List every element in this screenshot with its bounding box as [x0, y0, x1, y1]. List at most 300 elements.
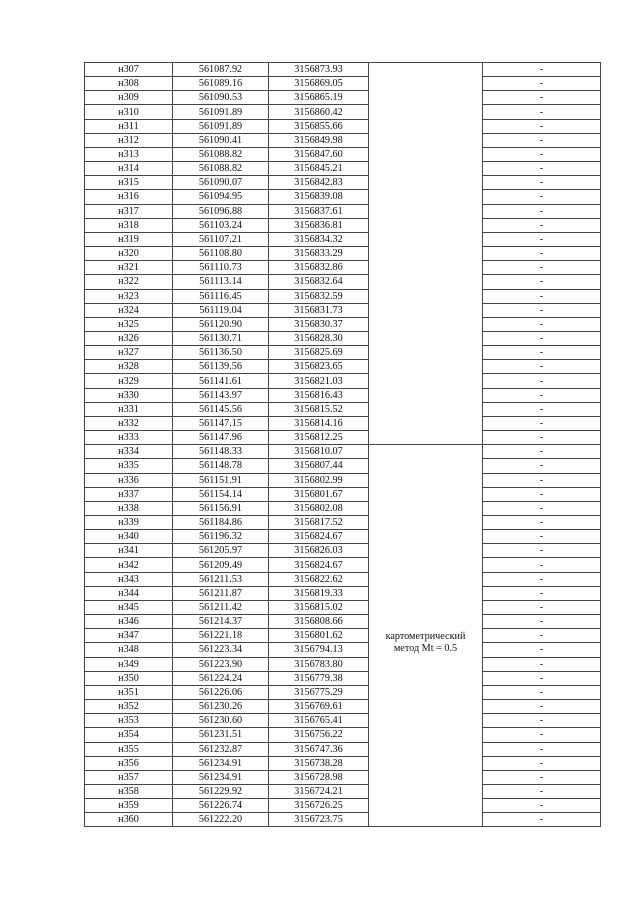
table-row: [85, 813, 601, 827]
coord-x: 561103.24: [173, 218, 269, 232]
method-cell: [369, 63, 483, 77]
method-cell: [369, 742, 483, 756]
table-row: [85, 671, 601, 685]
coord-x: 561148.33: [173, 445, 269, 459]
accuracy-dash: -: [483, 700, 601, 714]
point-id: н350: [85, 671, 173, 685]
coord-x: 561221.18: [173, 629, 269, 643]
coord-x: 561147.15: [173, 416, 269, 430]
coord-x: 561107.21: [173, 232, 269, 246]
coord-y: 3156808.66: [269, 615, 369, 629]
coord-x: 561110.73: [173, 261, 269, 275]
accuracy-dash: -: [483, 558, 601, 572]
point-id: н328: [85, 360, 173, 374]
accuracy-dash: -: [483, 516, 601, 530]
point-id: н346: [85, 615, 173, 629]
point-id: н325: [85, 317, 173, 331]
coord-y: 3156802.99: [269, 473, 369, 487]
method-cell: [369, 232, 483, 246]
accuracy-dash: -: [483, 756, 601, 770]
coord-x: 561108.80: [173, 247, 269, 261]
coord-x: 561211.87: [173, 586, 269, 600]
method-cell: [369, 402, 483, 416]
accuracy-dash: -: [483, 714, 601, 728]
coord-x: 561119.04: [173, 303, 269, 317]
coord-x: 561089.16: [173, 77, 269, 91]
accuracy-dash: -: [483, 91, 601, 105]
method-cell: [369, 77, 483, 91]
method-cell: [369, 317, 483, 331]
coord-x: 561148.78: [173, 459, 269, 473]
coord-x: 561087.92: [173, 63, 269, 77]
point-id: н310: [85, 105, 173, 119]
coord-y: 3156779.38: [269, 671, 369, 685]
point-id: н353: [85, 714, 173, 728]
point-id: н318: [85, 218, 173, 232]
coord-y: 3156837.61: [269, 204, 369, 218]
coord-y: 3156830.37: [269, 317, 369, 331]
table-row: [85, 119, 601, 133]
coord-y: 3156822.62: [269, 572, 369, 586]
coord-x: 561139.56: [173, 360, 269, 374]
coord-x: 561156.91: [173, 501, 269, 515]
coord-y: 3156801.67: [269, 487, 369, 501]
coord-x: 561154.14: [173, 487, 269, 501]
method-cell: [369, 657, 483, 671]
point-id: н349: [85, 657, 173, 671]
coord-y: 3156726.25: [269, 799, 369, 813]
accuracy-dash: -: [483, 459, 601, 473]
accuracy-dash: -: [483, 289, 601, 303]
accuracy-dash: -: [483, 431, 601, 445]
method-cell: [369, 558, 483, 572]
accuracy-dash: -: [483, 530, 601, 544]
point-id: н329: [85, 374, 173, 388]
accuracy-dash: -: [483, 473, 601, 487]
method-cell: [369, 147, 483, 161]
coord-y: 3156807.44: [269, 459, 369, 473]
coord-x: 561226.74: [173, 799, 269, 813]
point-id: н316: [85, 190, 173, 204]
table-row: [85, 346, 601, 360]
coord-x: 561130.71: [173, 331, 269, 345]
accuracy-dash: -: [483, 133, 601, 147]
point-id: н335: [85, 459, 173, 473]
coord-x: 561091.89: [173, 119, 269, 133]
point-id: н340: [85, 530, 173, 544]
coord-x: 561224.24: [173, 671, 269, 685]
table-row: [85, 204, 601, 218]
point-id: н352: [85, 700, 173, 714]
accuracy-dash: -: [483, 799, 601, 813]
method-cell: [369, 671, 483, 685]
point-id: н330: [85, 388, 173, 402]
point-id: н323: [85, 289, 173, 303]
coord-x: 561230.26: [173, 700, 269, 714]
method-cell: [369, 813, 483, 827]
accuracy-dash: -: [483, 162, 601, 176]
accuracy-dash: -: [483, 303, 601, 317]
coord-x: 561151.91: [173, 473, 269, 487]
table-row: [85, 558, 601, 572]
accuracy-dash: -: [483, 770, 601, 784]
accuracy-dash: -: [483, 317, 601, 331]
method-cell: [369, 629, 483, 657]
coord-x: 561229.92: [173, 784, 269, 798]
coord-x: 561141.61: [173, 374, 269, 388]
point-id: н309: [85, 91, 173, 105]
table-row: [85, 799, 601, 813]
method-cell: [369, 459, 483, 473]
point-id: н333: [85, 431, 173, 445]
table-row: [85, 331, 601, 345]
point-id: н308: [85, 77, 173, 91]
coord-x: 561090.41: [173, 133, 269, 147]
table-row: [85, 700, 601, 714]
point-id: н336: [85, 473, 173, 487]
accuracy-dash: -: [483, 728, 601, 742]
point-id: н357: [85, 770, 173, 784]
coord-y: 3156817.52: [269, 516, 369, 530]
accuracy-dash: -: [483, 487, 601, 501]
coord-x: 561090.07: [173, 176, 269, 190]
method-cell: [369, 516, 483, 530]
method-cell: [369, 91, 483, 105]
accuracy-dash: -: [483, 261, 601, 275]
coord-y: 3156855.66: [269, 119, 369, 133]
table-row: [85, 247, 601, 261]
table-row: [85, 629, 601, 643]
coord-y: 3156824.67: [269, 530, 369, 544]
coord-y: 3156839.08: [269, 190, 369, 204]
coord-y: 3156801.62: [269, 629, 369, 643]
table-row: [85, 289, 601, 303]
accuracy-dash: -: [483, 416, 601, 430]
coord-y: 3156832.59: [269, 289, 369, 303]
table-row: [85, 756, 601, 770]
method-cell: [369, 247, 483, 261]
point-id: н342: [85, 558, 173, 572]
accuracy-dash: -: [483, 346, 601, 360]
coord-x: 561088.82: [173, 147, 269, 161]
point-id: н327: [85, 346, 173, 360]
accuracy-dash: -: [483, 232, 601, 246]
table-row: [85, 360, 601, 374]
table-row: [85, 232, 601, 246]
point-id: н354: [85, 728, 173, 742]
method-note: картометрический метод Mt = 0.5: [385, 630, 466, 654]
point-id: н317: [85, 204, 173, 218]
coord-y: 3156845.21: [269, 162, 369, 176]
table-row: [85, 147, 601, 161]
method-cell: [369, 133, 483, 147]
coord-x: 561230.60: [173, 714, 269, 728]
coord-y: 3156832.86: [269, 261, 369, 275]
accuracy-dash: -: [483, 600, 601, 614]
method-cell: [369, 360, 483, 374]
coord-x: 561184.86: [173, 516, 269, 530]
table-row: [85, 261, 601, 275]
coord-x: 561090.53: [173, 91, 269, 105]
accuracy-dash: -: [483, 218, 601, 232]
coord-y: 3156814.16: [269, 416, 369, 430]
method-cell: [369, 374, 483, 388]
method-cell: [369, 176, 483, 190]
point-id: н358: [85, 784, 173, 798]
method-cell: [369, 615, 483, 629]
coord-x: 561223.34: [173, 643, 269, 657]
table-row: [85, 685, 601, 699]
method-cell: [369, 799, 483, 813]
table-row: [85, 91, 601, 105]
accuracy-dash: -: [483, 176, 601, 190]
table-row: [85, 643, 601, 657]
table-row: [85, 586, 601, 600]
method-cell: [369, 416, 483, 430]
method-cell: [369, 770, 483, 784]
method-cell: [369, 261, 483, 275]
table-row: [85, 487, 601, 501]
point-id: н341: [85, 544, 173, 558]
method-cell: [369, 218, 483, 232]
table-row: [85, 572, 601, 586]
point-id: н359: [85, 799, 173, 813]
coordinates-table-body: [85, 63, 601, 827]
table-row: [85, 218, 601, 232]
method-cell: [369, 685, 483, 699]
coord-y: 3156815.52: [269, 402, 369, 416]
table-row: [85, 473, 601, 487]
method-cell: [369, 530, 483, 544]
coord-y: 3156869.05: [269, 77, 369, 91]
coord-y: 3156836.81: [269, 218, 369, 232]
accuracy-dash: -: [483, 671, 601, 685]
coord-y: 3156812.25: [269, 431, 369, 445]
coord-y: 3156826.03: [269, 544, 369, 558]
table-row: [85, 742, 601, 756]
accuracy-dash: -: [483, 119, 601, 133]
accuracy-dash: -: [483, 742, 601, 756]
accuracy-dash: -: [483, 685, 601, 699]
coord-x: 561196.32: [173, 530, 269, 544]
coord-x: 561096.88: [173, 204, 269, 218]
coord-y: 3156832.64: [269, 275, 369, 289]
point-id: н344: [85, 586, 173, 600]
accuracy-dash: -: [483, 247, 601, 261]
coord-y: 3156821.03: [269, 374, 369, 388]
accuracy-dash: -: [483, 629, 601, 643]
coord-x: 561088.82: [173, 162, 269, 176]
method-cell: [369, 431, 483, 445]
coord-x: 561232.87: [173, 742, 269, 756]
coord-x: 561143.97: [173, 388, 269, 402]
coord-y: 3156825.69: [269, 346, 369, 360]
coord-x: 561145.56: [173, 402, 269, 416]
table-row: [85, 784, 601, 798]
point-id: н324: [85, 303, 173, 317]
table-row: [85, 600, 601, 614]
coord-y: 3156819.33: [269, 586, 369, 600]
point-id: н320: [85, 247, 173, 261]
point-id: н355: [85, 742, 173, 756]
coord-y: 3156873.93: [269, 63, 369, 77]
point-id: н348: [85, 643, 173, 657]
coord-x: 561120.90: [173, 317, 269, 331]
coord-x: 561234.91: [173, 756, 269, 770]
coord-y: 3156724.21: [269, 784, 369, 798]
coord-y: 3156728.98: [269, 770, 369, 784]
coord-y: 3156747.36: [269, 742, 369, 756]
point-id: н360: [85, 813, 173, 827]
point-id: н332: [85, 416, 173, 430]
point-id: н326: [85, 331, 173, 345]
accuracy-dash: -: [483, 586, 601, 600]
accuracy-dash: -: [483, 388, 601, 402]
method-cell: [369, 473, 483, 487]
coord-y: 3156833.29: [269, 247, 369, 261]
coord-y: 3156842.83: [269, 176, 369, 190]
point-id: н312: [85, 133, 173, 147]
method-cell: [369, 700, 483, 714]
coord-x: 561205.97: [173, 544, 269, 558]
accuracy-dash: -: [483, 544, 601, 558]
table-row: [85, 728, 601, 742]
point-id: н314: [85, 162, 173, 176]
coord-x: 561211.53: [173, 572, 269, 586]
coord-y: 3156794.13: [269, 643, 369, 657]
coord-x: 561094.95: [173, 190, 269, 204]
accuracy-dash: -: [483, 147, 601, 161]
table-row: [85, 63, 601, 77]
coord-y: 3156723.75: [269, 813, 369, 827]
table-row: [85, 770, 601, 784]
coordinates-table: [84, 62, 601, 827]
coord-y: 3156834.32: [269, 232, 369, 246]
method-cell: [369, 445, 483, 459]
method-cell: [369, 331, 483, 345]
point-id: н313: [85, 147, 173, 161]
coord-x: 561091.89: [173, 105, 269, 119]
method-cell: [369, 714, 483, 728]
point-id: н351: [85, 685, 173, 699]
table-row: [85, 105, 601, 119]
coord-x: 561222.20: [173, 813, 269, 827]
point-id: н356: [85, 756, 173, 770]
table-row: [85, 530, 601, 544]
accuracy-dash: -: [483, 813, 601, 827]
coord-x: 561116.45: [173, 289, 269, 303]
coord-x: 561211.42: [173, 600, 269, 614]
coord-x: 561209.49: [173, 558, 269, 572]
method-cell: [369, 501, 483, 515]
point-id: н334: [85, 445, 173, 459]
method-cell: [369, 119, 483, 133]
accuracy-dash: -: [483, 657, 601, 671]
table-row: [85, 416, 601, 430]
method-cell: [369, 303, 483, 317]
table-row: [85, 190, 601, 204]
table-row: [85, 388, 601, 402]
table-row: [85, 402, 601, 416]
point-id: н307: [85, 63, 173, 77]
accuracy-dash: -: [483, 784, 601, 798]
accuracy-dash: -: [483, 572, 601, 586]
table-row: [85, 303, 601, 317]
coord-y: 3156769.61: [269, 700, 369, 714]
accuracy-dash: -: [483, 275, 601, 289]
point-id: н337: [85, 487, 173, 501]
point-id: н338: [85, 501, 173, 515]
method-cell: [369, 204, 483, 218]
table-row: [85, 176, 601, 190]
table-row: [85, 133, 601, 147]
method-cell: [369, 105, 483, 119]
accuracy-dash: -: [483, 190, 601, 204]
accuracy-dash: -: [483, 643, 601, 657]
accuracy-dash: -: [483, 374, 601, 388]
table-row: [85, 374, 601, 388]
method-cell: [369, 586, 483, 600]
coord-y: 3156802.08: [269, 501, 369, 515]
point-id: н343: [85, 572, 173, 586]
accuracy-dash: -: [483, 204, 601, 218]
method-cell: [369, 728, 483, 742]
point-id: н347: [85, 629, 173, 643]
coord-y: 3156828.30: [269, 331, 369, 345]
point-id: н322: [85, 275, 173, 289]
coord-x: 561214.37: [173, 615, 269, 629]
table-row: [85, 162, 601, 176]
method-cell: [369, 487, 483, 501]
point-id: н311: [85, 119, 173, 133]
method-cell: [369, 600, 483, 614]
accuracy-dash: -: [483, 615, 601, 629]
coord-y: 3156815.02: [269, 600, 369, 614]
method-cell: [369, 388, 483, 402]
method-cell: [369, 346, 483, 360]
table-row: [85, 501, 601, 515]
method-cell: [369, 275, 483, 289]
accuracy-dash: -: [483, 360, 601, 374]
table-row: [85, 657, 601, 671]
coord-y: 3156816.43: [269, 388, 369, 402]
point-id: н321: [85, 261, 173, 275]
method-cell: [369, 784, 483, 798]
table-row: [85, 714, 601, 728]
table-row: [85, 544, 601, 558]
accuracy-dash: -: [483, 501, 601, 515]
accuracy-dash: -: [483, 63, 601, 77]
point-id: н319: [85, 232, 173, 246]
coord-y: 3156849.98: [269, 133, 369, 147]
table-row: [85, 445, 601, 459]
point-id: н315: [85, 176, 173, 190]
coord-y: 3156810.07: [269, 445, 369, 459]
method-cell: [369, 162, 483, 176]
method-cell: [369, 289, 483, 303]
point-id: н331: [85, 402, 173, 416]
coord-y: 3156831.73: [269, 303, 369, 317]
table-row: [85, 77, 601, 91]
coord-x: 561231.51: [173, 728, 269, 742]
coord-y: 3156765.41: [269, 714, 369, 728]
coord-x: 561136.50: [173, 346, 269, 360]
point-id: н339: [85, 516, 173, 530]
accuracy-dash: -: [483, 445, 601, 459]
accuracy-dash: -: [483, 105, 601, 119]
method-cell: [369, 572, 483, 586]
coord-x: 561147.96: [173, 431, 269, 445]
